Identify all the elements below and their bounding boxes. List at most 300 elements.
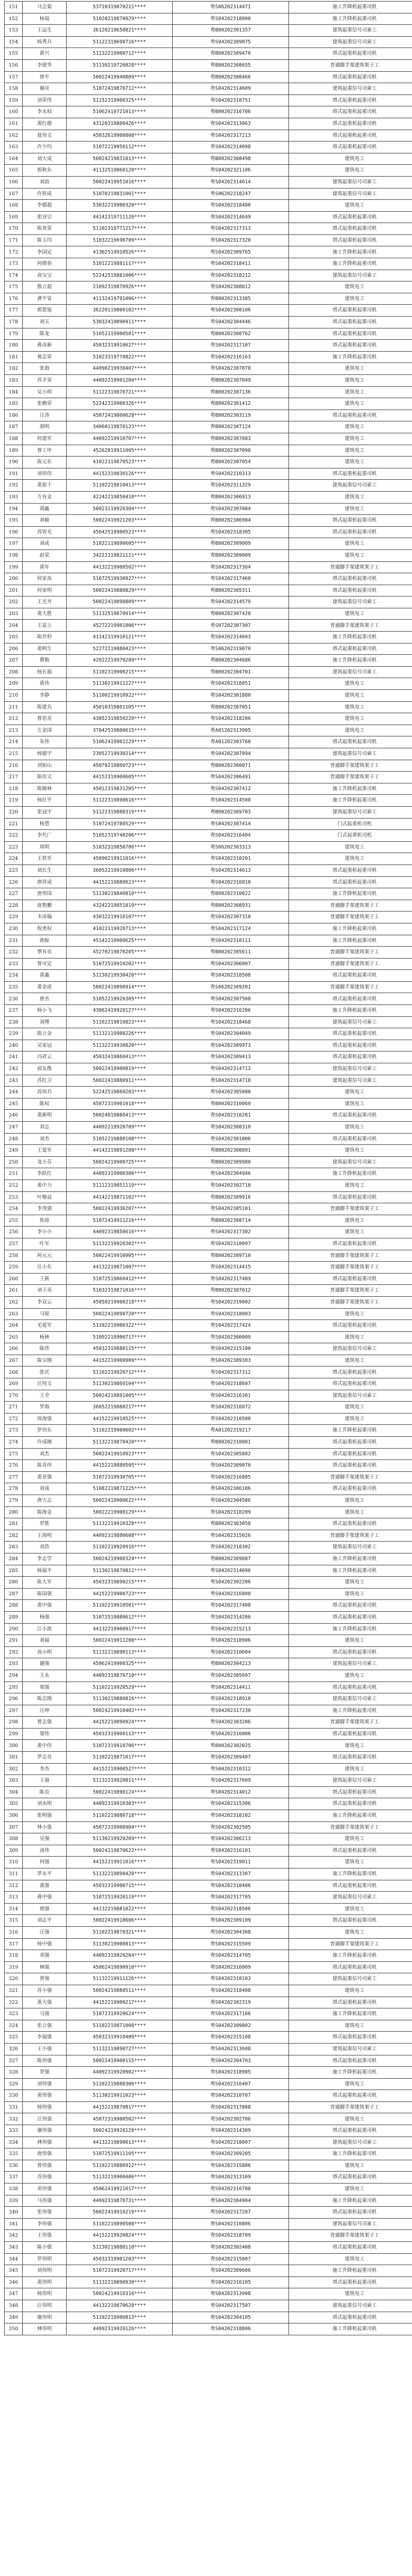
worker-name-cell: 黄兴: [23, 48, 67, 60]
job-type-cell: 建筑电工: [289, 1355, 412, 1366]
worker-name-cell: 曹勤: [23, 655, 67, 667]
id-number-cell: 50022419930207****: [67, 1203, 173, 1215]
job-type-cell: 建筑起重信号司索工: [289, 596, 412, 608]
job-type-cell: 施工升降机起重司机: [289, 2, 412, 13]
row-number-cell: 326: [5, 2043, 23, 2055]
worker-name-cell: 罗伟明: [23, 2253, 67, 2265]
certificate-number-cell: 粤B00202309009: [173, 538, 289, 550]
worker-name-cell: 罗永平: [23, 1868, 67, 1880]
certificate-number-cell: 粤S04202309802: [173, 2020, 289, 2032]
table-row: [5, 1600, 412, 1612]
worker-name-cell: 陈大军: [23, 1577, 67, 1589]
worker-name-cell: 倪勇权: [23, 923, 67, 935]
row-number-cell: 155: [5, 48, 23, 60]
job-type-cell: 建筑电工: [289, 1577, 412, 1589]
job-type-cell: 建筑起重信号司索工: [289, 176, 412, 188]
id-number-cell: 37042519800615****: [67, 725, 173, 736]
certificate-number-cell: 粤S04202316101: [173, 1845, 289, 1857]
id-number-cell: 51102219871017****: [67, 1752, 173, 1764]
worker-name-cell: 曾可定: [23, 958, 67, 970]
row-number-cell: 249: [5, 1145, 23, 1157]
worker-name-cell: 王伟强: [23, 2230, 67, 2242]
job-type-cell: 建筑电工: [289, 1098, 412, 1110]
id-number-cell: 51102219870321****: [67, 1926, 173, 1938]
row-number-cell: 348: [5, 2300, 23, 2312]
worker-name-cell: 吴强: [23, 1833, 67, 1845]
id-number-cell: 51020219870929****: [67, 13, 173, 25]
id-number-cell: 51122319880319****: [67, 806, 173, 818]
table-row: [5, 2230, 412, 2242]
certificate-number-cell: 粤S04202306106: [173, 1483, 289, 1495]
id-number-cell: 51102219900322****: [67, 1320, 173, 1332]
worker-name-cell: 李静: [23, 690, 67, 702]
row-number-cell: 166: [5, 176, 23, 188]
certificate-number-cell: 粤S04202318007: [173, 2137, 289, 2148]
worker-name-cell: 王运生: [23, 25, 67, 37]
certificate-number-cell: 粤S04202318905: [173, 2067, 289, 2079]
certificate-number-cell: 粤S04202310312: [173, 1763, 289, 1775]
worker-name-cell: 李志学: [23, 1553, 67, 1565]
table-row: [5, 1437, 412, 1449]
job-type-cell: 施工升降机起重司机: [289, 246, 412, 258]
table-row: [5, 900, 412, 912]
worker-name-cell: 陈伟: [23, 1343, 67, 1355]
table-row: [5, 1402, 412, 1413]
id-number-cell: 44132219900917****: [67, 1623, 173, 1635]
table-row: [5, 1040, 412, 1051]
row-number-cell: 335: [5, 2148, 23, 2160]
worker-name-cell: 毛爱军: [23, 1320, 67, 1332]
row-number-cell: 344: [5, 2253, 23, 2265]
table-row: [5, 2265, 412, 2277]
table-row: [5, 1250, 412, 1262]
certificate-number-cell: 粤S04202318709: [173, 2230, 289, 2242]
job-type-cell: 建筑起重信号司索工: [289, 36, 412, 48]
worker-name-cell: 梁伟: [23, 1728, 67, 1740]
id-number-cell: 53710319870211****: [67, 2, 173, 13]
worker-name-cell: 叶军: [23, 1238, 67, 1250]
job-type-cell: 施工升降机起重司机: [289, 351, 412, 363]
job-type-cell: 建筑起重信号司索工: [289, 2043, 412, 2055]
row-number-cell: 327: [5, 2055, 23, 2067]
row-number-cell: 338: [5, 2184, 23, 2195]
certificate-number-cell: 粤B00202309009: [173, 549, 289, 561]
row-number-cell: 163: [5, 142, 23, 153]
table-row: [5, 1425, 412, 1437]
table-row: [5, 328, 412, 340]
worker-name-cell: 杨秀兵: [23, 36, 67, 48]
row-number-cell: 250: [5, 1156, 23, 1168]
row-number-cell: 323: [5, 2008, 23, 2020]
worker-name-cell: 谢伟明: [23, 2312, 67, 2323]
id-number-cell: 44152219900217****: [67, 1997, 173, 2008]
table-row: [5, 1775, 412, 1787]
row-number-cell: 164: [5, 153, 23, 165]
worker-name-cell: 周明: [23, 841, 67, 853]
worker-name-cell: 何家明: [23, 585, 67, 596]
job-type-cell: 建筑电工: [289, 2184, 412, 2195]
table-row: [5, 643, 412, 655]
id-number-cell: 50024219870622****: [67, 1845, 173, 1857]
table-row: [5, 1016, 412, 1028]
row-number-cell: 157: [5, 71, 23, 83]
worker-name-cell: 刘志平: [23, 1915, 67, 1927]
row-number-cell: 223: [5, 841, 23, 853]
row-number-cell: 259: [5, 1262, 23, 1274]
job-type-cell: 塔式起重机起重司机: [289, 1051, 412, 1063]
worker-name-cell: 汪伟强: [23, 2113, 67, 2125]
job-type-cell: 塔式起重机起重司机: [289, 1646, 412, 1658]
certificate-number-cell: 粤S04202317460: [173, 573, 289, 585]
id-number-cell: 44152219920824****: [67, 2230, 173, 2242]
id-number-cell: 41132519860120****: [67, 165, 173, 177]
row-number-cell: 186: [5, 410, 23, 421]
id-number-cell: 45262819911005****: [67, 445, 173, 457]
job-type-cell: 建筑电工: [289, 1670, 412, 1682]
job-type-cell: 普通脚手架建筑架子工: [289, 1938, 412, 1950]
row-number-cell: 243: [5, 1075, 23, 1087]
certificate-number-cell: 粤S04202314613: [173, 865, 289, 876]
worker-name-cell: 汤伟: [23, 1845, 67, 1857]
id-number-cell: 44152219910525****: [67, 1413, 173, 1425]
worker-name-cell: 谢亮: [23, 83, 67, 95]
worker-name-cell: 杨福平: [23, 1565, 67, 1577]
job-type-cell: 建筑电工: [289, 1857, 412, 1868]
worker-name-cell: 陈权: [23, 1098, 67, 1110]
certificate-number-cell: 粤S04202310201: [173, 853, 289, 865]
row-number-cell: 306: [5, 1810, 23, 1822]
certificate-number-cell: 粤S04202316206: [173, 1005, 289, 1017]
table-row: [5, 1145, 412, 1157]
job-type-cell: 塔式起重机起重司机: [289, 1845, 412, 1857]
id-number-cell: 45062419921017****: [67, 2184, 173, 2195]
row-number-cell: 330: [5, 2090, 23, 2102]
job-type-cell: 建筑电工: [289, 1833, 412, 1845]
table-row: [5, 1122, 412, 1134]
id-number-cell: 51062419901229****: [67, 736, 173, 748]
job-type-cell: 建筑电工: [289, 1763, 412, 1775]
job-type-cell: 塔式起重机起重司机: [289, 2090, 412, 2102]
row-number-cell: 206: [5, 643, 23, 655]
id-number-cell: 51032219690709****: [67, 234, 173, 246]
row-number-cell: 168: [5, 200, 23, 212]
certificate-number-cell: 粤B00202307049: [173, 375, 289, 387]
row-number-cell: 336: [5, 2160, 23, 2172]
table-row: [5, 549, 412, 561]
id-number-cell: 45050219900218****: [67, 1296, 173, 1308]
job-type-cell: 建筑电工: [289, 725, 412, 736]
job-type-cell: 塔式起重机起重司机: [289, 1611, 412, 1623]
row-number-cell: 236: [5, 993, 23, 1005]
worker-name-cell: 刘长生: [23, 865, 67, 876]
table-row: [5, 865, 412, 876]
certificate-number-cell: 粤S04202318111: [173, 935, 289, 947]
job-type-cell: 施工升降机起重司机: [289, 1950, 412, 1962]
certificate-number-cell: 粤B00202308091: [173, 1145, 289, 1157]
id-number-cell: 44092319910303****: [67, 1798, 173, 1810]
worker-name-cell: 黄大胜: [23, 608, 67, 620]
id-number-cell: 43120319800426****: [67, 118, 173, 130]
table-row: [5, 1296, 412, 1308]
certificate-number-cell: 粤S04202309606: [173, 2265, 289, 2277]
id-number-cell: 53032419890911****: [67, 317, 173, 328]
row-number-cell: 284: [5, 1553, 23, 1565]
worker-name-cell: 罗胜: [23, 1518, 67, 1530]
id-number-cell: 44142319711120****: [67, 211, 173, 223]
worker-name-cell: 李永权: [23, 106, 67, 118]
job-type-cell: 建筑起重信号司索工: [289, 1075, 412, 1087]
job-type-cell: 塔式起重机起重司机: [289, 1518, 412, 1530]
worker-name-cell: 林强: [23, 1961, 67, 1973]
row-number-cell: 214: [5, 736, 23, 748]
certificate-number-cell: 粤S04202318910: [173, 1693, 289, 1705]
row-number-cell: 238: [5, 1016, 23, 1028]
worker-name-cell: 梁强: [23, 1682, 67, 1693]
table-row: [5, 433, 412, 445]
worker-name-cell: 黄中伟: [23, 1740, 67, 1752]
row-number-cell: 310: [5, 1857, 23, 1868]
worker-name-cell: 蒋中强: [23, 1892, 67, 1904]
certificate-number-cell: 粤S04202304946: [173, 1168, 289, 1180]
table-row: [5, 281, 412, 293]
row-number-cell: 240: [5, 1040, 23, 1051]
certificate-number-cell: 粤S04202314614: [173, 176, 289, 188]
certificate-number-cell: 粤S04202302408: [173, 2242, 289, 2254]
worker-name-cell: 李双云: [23, 1296, 67, 1308]
worker-name-cell: 方有金: [23, 491, 67, 503]
row-number-cell: 176: [5, 293, 23, 305]
certificate-number-cell: 粤S04202313908: [173, 2288, 289, 2300]
row-number-cell: 283: [5, 1542, 23, 1553]
id-number-cell: 51072519930927****: [67, 573, 173, 585]
table-row: [5, 445, 412, 457]
worker-name-cell: 庞艳鹏: [23, 900, 67, 912]
table-row: [5, 1320, 412, 1332]
id-number-cell: 44092219910707****: [67, 433, 173, 445]
row-number-cell: 332: [5, 2113, 23, 2125]
table-row: [5, 690, 412, 702]
row-number-cell: 203: [5, 608, 23, 620]
table-row: [5, 317, 412, 328]
id-number-cell: 41022119870523****: [67, 457, 173, 468]
worker-name-cell: 李福强: [23, 2032, 67, 2044]
certificate-number-cell: 粤S07202307307: [173, 620, 289, 632]
id-number-cell: 44132219890613****: [67, 2137, 173, 2148]
table-row: [5, 1786, 412, 1798]
row-number-cell: 257: [5, 1238, 23, 1250]
table-row: [5, 211, 412, 223]
table-row: [5, 806, 412, 818]
job-type-cell: 塔式起重机起重司机: [289, 1437, 412, 1449]
job-type-cell: 塔式起重机起重司机: [289, 142, 412, 153]
job-type-cell: 普通脚手架建筑架子工: [289, 1285, 412, 1297]
id-number-cell: 51052319740206****: [67, 830, 173, 842]
job-type-cell: 建筑起重信号司索工: [289, 2218, 412, 2230]
id-number-cell: 44092319870731****: [67, 2195, 173, 2207]
id-number-cell: 44090219930407****: [67, 363, 173, 375]
worker-name-cell: 苏智光: [23, 526, 67, 538]
worker-name-cell: 陈佳文: [23, 772, 67, 783]
certificate-number-cell: 粤S04202317107: [173, 340, 289, 352]
table-row: [5, 573, 412, 585]
row-number-cell: 311: [5, 1868, 23, 1880]
worker-name-cell: 黄明生: [23, 643, 67, 655]
job-type-cell: 塔式起重机起重司机: [289, 1110, 412, 1122]
certificate-number-cell: 粤S04202300009: [173, 1331, 289, 1343]
id-number-cell: 50024219910316****: [67, 2288, 173, 2300]
table-row: [5, 1728, 412, 1740]
row-number-cell: 343: [5, 2242, 23, 2254]
table-row: [5, 2008, 412, 2020]
worker-name-cell: 张庆: [23, 1366, 67, 1378]
job-type-cell: 塔式起重机起重司机: [289, 585, 412, 596]
certificate-number-cell: 粤S04202318305: [173, 526, 289, 538]
job-type-cell: 建筑电工: [289, 608, 412, 620]
table-row: [5, 2125, 412, 2137]
job-type-cell: 建筑电工: [289, 1926, 412, 1938]
row-number-cell: 298: [5, 1717, 23, 1729]
job-type-cell: 建筑电工: [289, 2113, 412, 2125]
row-number-cell: 302: [5, 1763, 23, 1775]
id-number-cell: 51082219871225****: [67, 1483, 173, 1495]
id-number-cell: 50024219891005****: [67, 1390, 173, 1402]
worker-name-cell: 张海: [23, 363, 67, 375]
certificate-number-cell: 粤S04202318506: [173, 1903, 289, 1915]
job-type-cell: 普通脚手架建筑架子工: [289, 2101, 412, 2113]
certificate-number-cell: 粤S04202318102: [173, 1810, 289, 1822]
id-number-cell: 51072419870712****: [67, 83, 173, 95]
id-number-cell: 51100219910922****: [67, 690, 173, 702]
job-type-cell: 建筑电工: [289, 1331, 412, 1343]
certificate-number-cell: 粤S04202304506: [173, 1495, 289, 1507]
table-row: [5, 841, 412, 853]
job-type-cell: 施工升降机起重司机: [289, 1168, 412, 1180]
id-number-cell: 45070219860723****: [67, 760, 173, 772]
id-number-cell: 44152219890924****: [67, 1717, 173, 1729]
id-number-cell: 50022419921203****: [67, 515, 173, 527]
job-type-cell: 建筑电工: [289, 701, 412, 713]
certificate-number-cell: 粤S04202310500: [173, 1413, 289, 1425]
table-row: [5, 1798, 412, 1810]
worker-name-cell: 苏红卫: [23, 1075, 67, 1087]
row-number-cell: 294: [5, 1670, 23, 1682]
certificate-number-cell: 粤S04202310097: [173, 1238, 289, 1250]
row-number-cell: 193: [5, 491, 23, 503]
id-number-cell: 45062419900325****: [67, 1658, 173, 1670]
row-number-cell: 262: [5, 1296, 23, 1308]
id-number-cell: 51130219911023****: [67, 2090, 173, 2102]
job-type-cell: 建筑起重信号司索工: [289, 1892, 412, 1904]
id-number-cell: 50024219900324****: [67, 1553, 173, 1565]
table-row: [5, 293, 412, 305]
row-number-cell: 177: [5, 305, 23, 317]
certificate-number-cell: 粤S04202316805: [173, 1471, 289, 1483]
job-type-cell: 塔式起重机起重司机: [289, 526, 412, 538]
row-number-cell: 190: [5, 457, 23, 468]
job-type-cell: 普通脚手架建筑架子工: [289, 2230, 412, 2242]
certificate-number-cell: 粤S04202307004: [173, 503, 289, 515]
id-number-cell: 50022419900819****: [67, 1063, 173, 1075]
certificate-number-cell: 粤B00202307420: [173, 608, 289, 620]
table-row: [5, 223, 412, 235]
id-number-cell: 51132219911126****: [67, 1973, 173, 1985]
table-row: [5, 2055, 412, 2067]
certificate-number-cell: 粤B00202300762: [173, 328, 289, 340]
certificate-number-cell: 粤S04202317302: [173, 1227, 289, 1238]
id-number-cell: 50022219900129****: [67, 1506, 173, 1518]
worker-name-cell: 马会菊: [23, 2, 67, 13]
certificate-number-cell: 粤B00202307098: [173, 445, 289, 457]
certificate-number-cell: 粤S04202316163: [173, 351, 289, 363]
job-type-cell: 建筑起重信号司索工: [289, 1156, 412, 1168]
worker-name-cell: 王铁军: [23, 853, 67, 865]
worker-name-cell: 张冠宇: [23, 806, 67, 818]
certificate-number-cell: 粤S04202310313: [173, 468, 289, 480]
table-row: [5, 1740, 412, 1752]
row-number-cell: 231: [5, 935, 23, 947]
id-number-cell: 45142219900625****: [67, 935, 173, 947]
certificate-number-cell: 粤S04202305097: [173, 1670, 289, 1682]
worker-name-cell: 刘成: [23, 538, 67, 550]
row-number-cell: 315: [5, 1915, 23, 1927]
job-type-cell: 普通脚手架建筑架子工: [289, 1717, 412, 1729]
worker-name-cell: 李国定: [23, 246, 67, 258]
row-number-cell: 205: [5, 632, 23, 643]
table-row: [5, 1191, 412, 1203]
job-type-cell: 塔式起重机起重司机: [289, 468, 412, 480]
row-number-cell: 180: [5, 340, 23, 352]
id-number-cell: 44152219900527****: [67, 1763, 173, 1775]
worker-name-cell: 王富立: [23, 620, 67, 632]
table-row: [5, 1005, 412, 1017]
worker-name-cell: 唐平: [23, 71, 67, 83]
worker-name-cell: 李代厂: [23, 830, 67, 842]
job-type-cell: 塔式起重机起重司机: [289, 340, 412, 352]
job-type-cell: 塔式起重机起重司机: [289, 1238, 412, 1250]
certificate-number-cell: 粤B00202301357: [173, 25, 289, 37]
worker-name-cell: 张诗宗: [23, 211, 67, 223]
table-row: [5, 1857, 412, 1868]
certificate-number-cell: 粤A01202313905: [173, 725, 289, 736]
worker-name-cell: 刘杰: [23, 1448, 67, 1460]
certificate-number-cell: 粤S04202310281: [173, 1110, 289, 1122]
worker-name-cell: 刘浩: [23, 1542, 67, 1553]
job-type-cell: 建筑起重信号司索工: [289, 1390, 412, 1402]
table-row: [5, 106, 412, 118]
worker-name-cell: 蒋志荣: [23, 351, 67, 363]
id-number-cell: 50022419940809****: [67, 71, 173, 83]
certificate-number-cell: 粤S04202317106: [173, 2008, 289, 2020]
row-number-cell: 154: [5, 36, 23, 48]
worker-name-cell: 吴小明: [23, 386, 67, 398]
table-row: [5, 2078, 412, 2090]
worker-name-cell: 陈玉均: [23, 234, 67, 246]
certificate-number-cell: 粤B00202306913: [173, 491, 289, 503]
worker-name-cell: 陈世科: [23, 632, 67, 643]
worker-name-cell: 罗志良: [23, 1752, 67, 1764]
table-row: [5, 1915, 412, 1927]
worker-name-cell: 杨林: [23, 1331, 67, 1343]
id-number-cell: 51070219831001****: [67, 188, 173, 200]
job-type-cell: 塔式起重机起重司机: [289, 2055, 412, 2067]
job-type-cell: 塔式起重机起重司机: [289, 643, 412, 655]
worker-name-cell: 黄伟强: [23, 2090, 67, 2102]
job-type-cell: 建筑电工: [289, 1985, 412, 1997]
certificate-number-cell: 粤S04202301006: [173, 1133, 289, 1145]
id-number-cell: 51023319770822****: [67, 351, 173, 363]
table-row: [5, 958, 412, 970]
job-type-cell: 建筑起重信号司索工: [289, 1016, 412, 1028]
